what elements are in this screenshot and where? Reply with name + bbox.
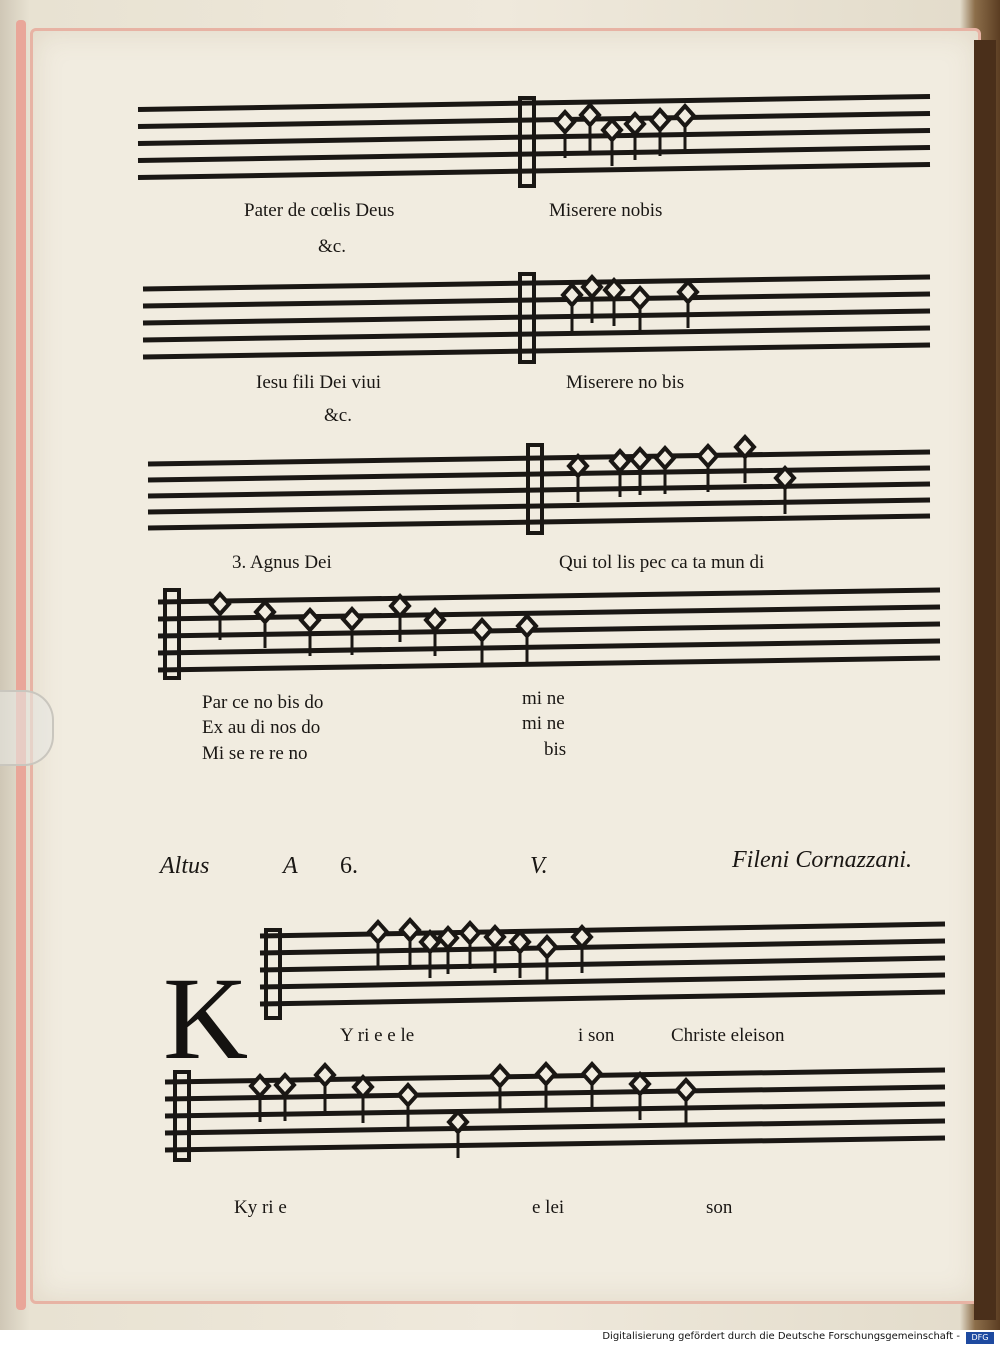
kyrie-l2-b: e lei [532, 1197, 565, 1218]
staff-line [260, 975, 945, 987]
note-head [211, 594, 229, 614]
lyric-s4-l3b: bis [544, 739, 567, 760]
staff-line [165, 1104, 945, 1116]
note-head [401, 920, 419, 940]
note-head [631, 288, 649, 308]
kyrie-l1-a: Y ri e e le [340, 1025, 415, 1046]
note-head [581, 105, 599, 125]
staff-line [143, 328, 930, 340]
note-head [699, 446, 717, 466]
staff-line [260, 958, 945, 970]
staff-line [143, 294, 930, 306]
staff-line [148, 468, 930, 480]
note-head [537, 1064, 555, 1084]
kyrie-l2-a: Ky ri e [234, 1197, 287, 1218]
composer-name: Fileni Cornazzani. [732, 847, 913, 873]
staff-line [148, 516, 930, 528]
initial-letter: K [163, 953, 249, 1084]
lyric-s4-l2b: mi ne [522, 713, 565, 734]
note-head [461, 923, 479, 943]
staff-line [158, 590, 940, 602]
staff-line [148, 484, 930, 496]
note-head [343, 609, 361, 629]
staff-line [260, 992, 945, 1004]
note-head [301, 610, 319, 630]
kyrie-l1-c: Christe eleison [671, 1025, 785, 1046]
note-head [676, 106, 694, 126]
note-head [556, 112, 574, 132]
lyric-s2-a: Iesu fili Dei viui [256, 372, 382, 393]
staff-line [165, 1121, 945, 1133]
note-head [677, 1080, 695, 1100]
lyric-s3-a: 3. Agnus Dei [232, 552, 332, 573]
lyric-s2-b: Miserere no bis [566, 372, 685, 393]
staff-line [158, 658, 940, 670]
footer-credit: Digitalisierung gefördert durch die Deutsche Forschungsgemeinschaft - [602, 1331, 960, 1342]
staff-line [260, 924, 945, 936]
lyric-s4-l1a: Par ce no bis do [202, 692, 324, 713]
note-head [399, 1085, 417, 1105]
note-head [651, 110, 669, 130]
dfg-logo: DFG [966, 1332, 994, 1344]
lyric-s4-l1b: mi ne [522, 688, 565, 709]
lyric-s1-a: Pater de cœlis Deus [244, 200, 395, 221]
staff-line [143, 311, 930, 323]
staff-line [143, 345, 930, 357]
kyrie-l2-c: son [706, 1197, 733, 1218]
staff-line [158, 624, 940, 636]
note-head [518, 616, 536, 636]
lyric-s1-b: Miserere nobis [549, 200, 663, 221]
note-head [538, 937, 556, 957]
staff-line [148, 500, 930, 512]
staff-line [165, 1138, 945, 1150]
voice-count: 6. [340, 853, 358, 879]
lyric-s4-l2a: Ex au di nos do [202, 717, 321, 738]
lyric-s3-b: Qui tol lis pec ca ta mun di [559, 552, 765, 573]
staff-line [158, 641, 940, 653]
voice-letter: A [283, 853, 298, 879]
note-head [491, 1066, 509, 1086]
note-head [611, 451, 629, 471]
lyric-s4-l3a: Mi se re re no [202, 743, 308, 764]
note-head [656, 448, 674, 468]
note-head [473, 620, 491, 640]
lyric-s1-etc: &c. [318, 236, 346, 257]
kyrie-l1-b: i son [578, 1025, 615, 1046]
note-head [583, 1064, 601, 1084]
piece-number: V. [530, 853, 548, 879]
lyric-s2-etc: &c. [324, 405, 352, 426]
staff-line [148, 452, 930, 464]
staff-line [143, 277, 930, 289]
voice-label: Altus [160, 853, 210, 879]
note-head [631, 449, 649, 469]
staff-line [260, 941, 945, 953]
note-head [369, 922, 387, 942]
